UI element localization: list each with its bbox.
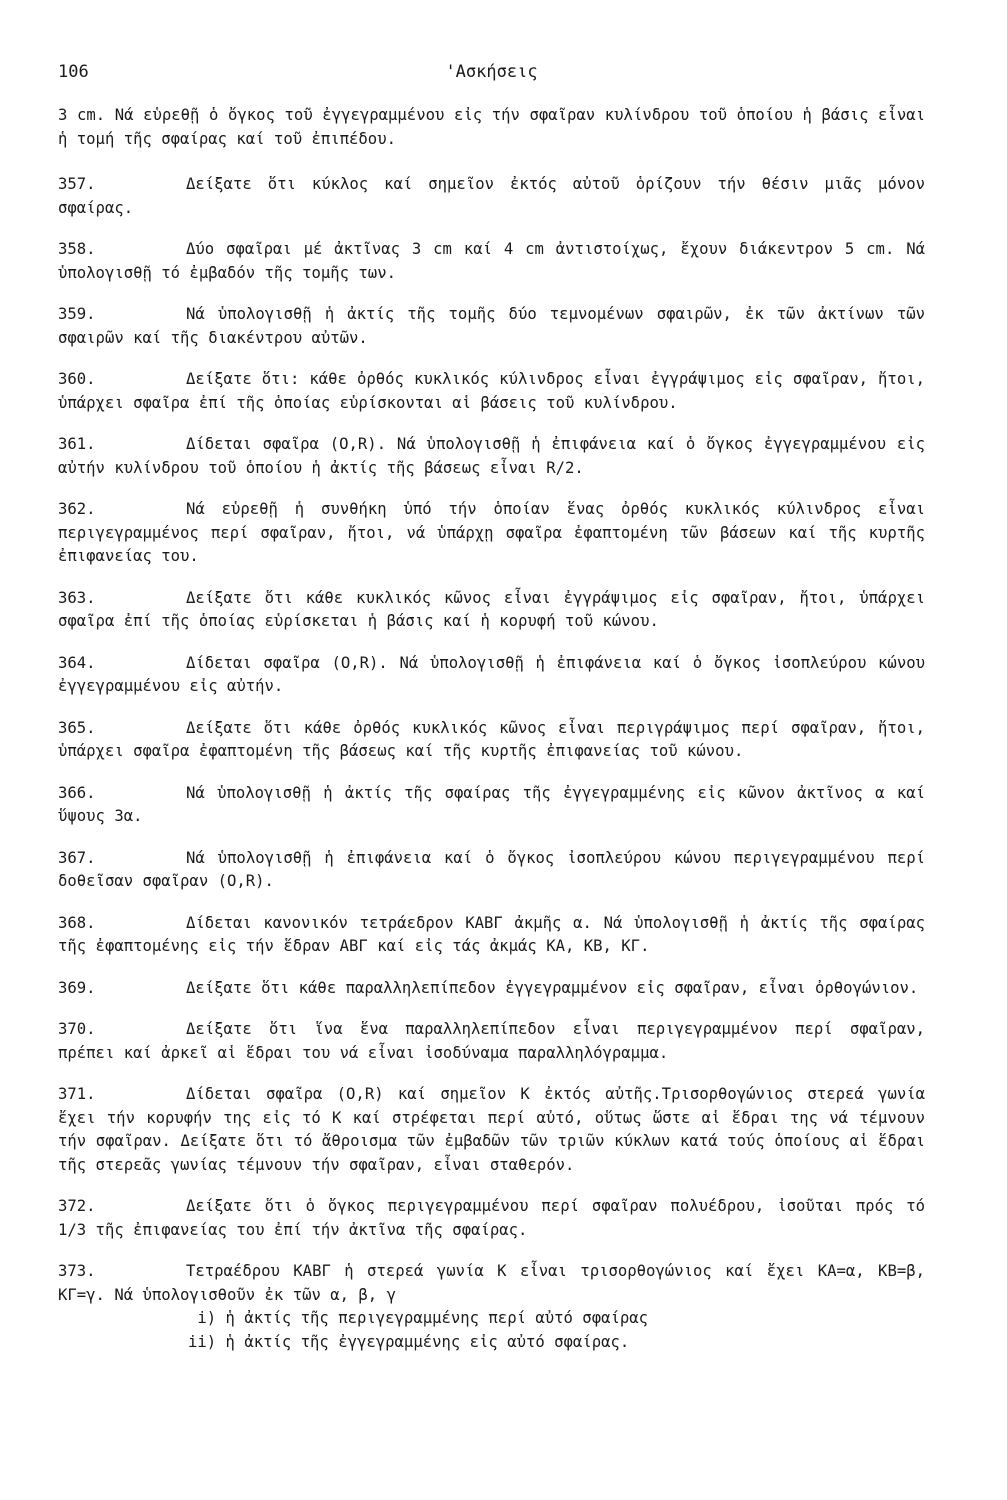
exercise-371: [58, 1083, 935, 1177]
exercise-text: Δείξατε ὅτι κάθε κυκλικός κῶνος εἶναι ἐγγράψιμος εἰς σφαῖραν, ἤτοι, ὑπάρχει σφαῖρα ἐπί τῆς ὁποίας εὑρίσκεται ἡ βάσις καί ἡ κορυφή τοῦ κώνου.: [58, 588, 935, 630]
exercise-368: [58, 912, 935, 959]
exercise-373: [58, 1260, 935, 1354]
exercise-number: 359.: [58, 305, 96, 323]
exercise-number: 368.: [58, 913, 96, 932]
exercise-number: 363.: [58, 588, 96, 607]
exercise-357: [58, 173, 935, 220]
exercise-text: Δίδεται σφαῖρα (O,R) καί σημεῖον Κ ἐκτός αὐτῆς.Τρισορθογώνιος στερεά γωνία ἔχει τήν κορυφήν της εἰς τό Κ καί στρέφεται περί αὐτό, οὕτως ὥστε αἱ ἕδραι της νά τέμνουν τήν σφαῖραν. Δείξατε ὅτι τό ἄθροισμα τῶν ἐμβαδῶν τῶν τριῶν κύκλων κατά τούς ὁποίους αἱ ἕδραι τῆς στερεᾶς γωνίας τέμνουν τήν σφαῖραν, εἶναι σταθερόν.: [58, 1085, 935, 1174]
exercise-text: Δίδεται σφαῖρα (O,R). Νά ὑπολογισθῇ ἡ ἐπιφάνεια καί ὁ ὄγκος ἐγγεγραμμένου εἰς αὐτήν κυλίνδρου τοῦ ὁποίου ἡ ἀκτίς τῆς βάσεως εἶναι R/2.: [58, 435, 935, 477]
exercise-number: 357.: [58, 175, 96, 193]
exercise-369: [58, 977, 925, 1001]
exercise-361: [58, 433, 935, 480]
exercise-373-stem: [58, 1260, 935, 1307]
exercise-364: [58, 652, 935, 699]
exercise-360: [58, 368, 935, 415]
exercise-number: 358.: [58, 240, 96, 258]
exercise-362: [58, 498, 935, 569]
exercise-text: Δείξατε ὅτι ὁ ὄγκος περιγεγραμμένου περί σφαῖραν πολυέδρου, ἰσοῦται πρός τό 1/3 τῆς ἐπιφανείας του ἐπί τήν ἀκτῖνα τῆς σφαίρας.: [58, 1197, 935, 1239]
exercise-number: 373.: [58, 1262, 96, 1280]
sub-question: ii) ἡ ἀκτίς τῆς ἐγγεγραμμένης εἰς αὐτό σφαίρας.: [188, 1332, 630, 1351]
exercise-370: [58, 1018, 935, 1065]
exercise-number: 366.: [58, 783, 96, 802]
exercise-text: Νά ὑπολογισθῇ ἡ ἀκτίς τῆς τομῆς δύο τεμνομένων σφαιρῶν, ἐκ τῶν ἀκτίνων τῶν σφαιρῶν καί τῆς διακέντρου αὐτῶν.: [58, 305, 935, 347]
exercise-number: 371.: [58, 1085, 96, 1103]
exercise-number: 370.: [58, 1020, 96, 1038]
exercise-text: Νά ὑπολογισθῇ ἡ ἐπιφάνεια καί ὁ ὄγκος ἰσοπλεύρου κώνου περιγεγραμμένου περί δοθεῖσαν σφαῖραν (O,R).: [58, 848, 935, 890]
exercise-text: Δείξατε ὅτι ἵνα ἕνα παραλληλεπίπεδον εἶναι περιγεγραμμένον περί σφαῖραν, πρέπει καί ἀρκεῖ αἱ ἕδραι του νά εἶναι ἰσοδύναμα παραλληλόγραμμα.: [58, 1020, 935, 1062]
exercise-365: [58, 717, 935, 764]
exercise-number: 372.: [58, 1197, 96, 1215]
exercise-list: [58, 104, 935, 1354]
exercise-text: Δείξατε ὅτι κάθε ὀρθός κυκλικός κῶνος εἶναι περιγράψιμος περί σφαῖραν, ἤτοι, ὑπάρχει σφαῖρα ἐφαπτομένη τῆς βάσεως καί τῆς κυρτῆς ἐπιφανείας τοῦ κώνου.: [58, 718, 935, 760]
exercise-363: [58, 587, 935, 634]
exercise-372: [58, 1195, 935, 1242]
exercise-text: Δείξατε ὅτι κάθε παραλληλεπίπεδον ἐγγεγραμμένον εἰς σφαῖραν, εἶναι ὀρθογώνιον.: [186, 978, 919, 997]
exercise-359: [58, 303, 935, 350]
sub-question-list: [58, 1307, 925, 1354]
exercise-text: Δίδεται σφαῖρα (O,R). Νά ὑπολογισθῇ ἡ ἐπιφάνεια καί ὁ ὄγκος ἰσοπλεύρου κώνου ἐγγεγραμμένου εἰς αὐτήν.: [58, 653, 935, 695]
exercise-text: Τετραέδρου ΚΑΒΓ ἡ στερεά γωνία Κ εἶναι τρισορθογώνιος καί ἔχει ΚΑ=α, ΚΒ=β, ΚΓ=γ. Νά ὑπολογισθοῦν ἐκ τῶν α, β, γ: [58, 1262, 935, 1304]
exercise-number: 369.: [58, 978, 96, 997]
exercise-number: 360.: [58, 370, 96, 388]
exercise-number: 362.: [58, 500, 96, 518]
sub-question: i) ἡ ἀκτίς τῆς περιγεγραμμένης περί αὐτό σφαίρας: [188, 1309, 649, 1327]
page-number: 106: [58, 62, 89, 82]
exercise-366: [58, 782, 935, 829]
exercise-text: Νά ὑπολογισθῇ ἡ ἀκτίς τῆς σφαίρας τῆς ἐγγεγραμμένης εἰς κῶνον ἀκτῖνος α καί ὕψους 3α.: [58, 783, 935, 825]
running-title: 'Ασκήσεις: [445, 62, 538, 82]
exercise-text: Δύο σφαῖραι μέ ἀκτῖνας 3 cm καί 4 cm ἀντιστοίχως, ἔχουν διάκεντρον 5 cm. Νά ὑπολογισθῇ τό ἐμβαδόν τῆς τομῆς των.: [58, 240, 935, 282]
exercise-358: [58, 238, 935, 285]
exercise-text: Νά εὑρεθῇ ἡ συνθήκη ὑπό τήν ὁποίαν ἕνας ὀρθός κυκλικός κύλινδρος εἶναι περιγεγραμμένος περί σφαῖραν, ἤτοι, νά ὑπάρχῃ σφαῖρα ἐφαπτομένη τῶν βάσεων καί τῆς κυρτῆς ἐπιφανείας του.: [58, 500, 935, 565]
page-header: [58, 52, 925, 82]
exercise-text: Δείξατε ὅτι κύκλος καί σημεῖον ἐκτός αὐτοῦ ὁρίζουν τήν θέσιν μιᾶς μόνον σφαίρας.: [58, 175, 935, 217]
exercise-number: 361.: [58, 435, 96, 453]
exercise-text: Δείξατε ὅτι: κάθε ὀρθός κυκλικός κύλινδρος εἶναι ἐγγράψιμος εἰς σφαῖραν, ἤτοι, ὑπάρχει σφαῖρα ἐπί τῆς ὁποίας εὑρίσκονται αἱ βάσεις τοῦ κυλίνδρου.: [58, 370, 935, 412]
exercise-number: 365.: [58, 718, 96, 737]
exercise-number: 364.: [58, 653, 96, 672]
continuation-paragraph: 3 cm. Νά εὑρεθῇ ὁ ὄγκος τοῦ ἐγγεγραμμένου εἰς τήν σφαῖραν κυλίνδρου τοῦ ὁποίου ἡ βάσις εἶναι ἡ τομή τῆς σφαίρας καί τοῦ ἐπιπέδου.: [58, 106, 935, 148]
exercise-367: [58, 847, 935, 894]
exercise-text: Δίδεται κανονικόν τετράεδρον ΚΑΒΓ ἀκμῆς α. Νά ὑπολογισθῇ ἡ ἀκτίς τῆς σφαίρας τῆς ἐφαπτομένης εἰς τήν ἕδραν ΑΒΓ καί εἰς τάς ἀκμάς ΚΑ, ΚΒ, ΚΓ.: [58, 913, 935, 955]
exercise-number: 367.: [58, 848, 96, 867]
